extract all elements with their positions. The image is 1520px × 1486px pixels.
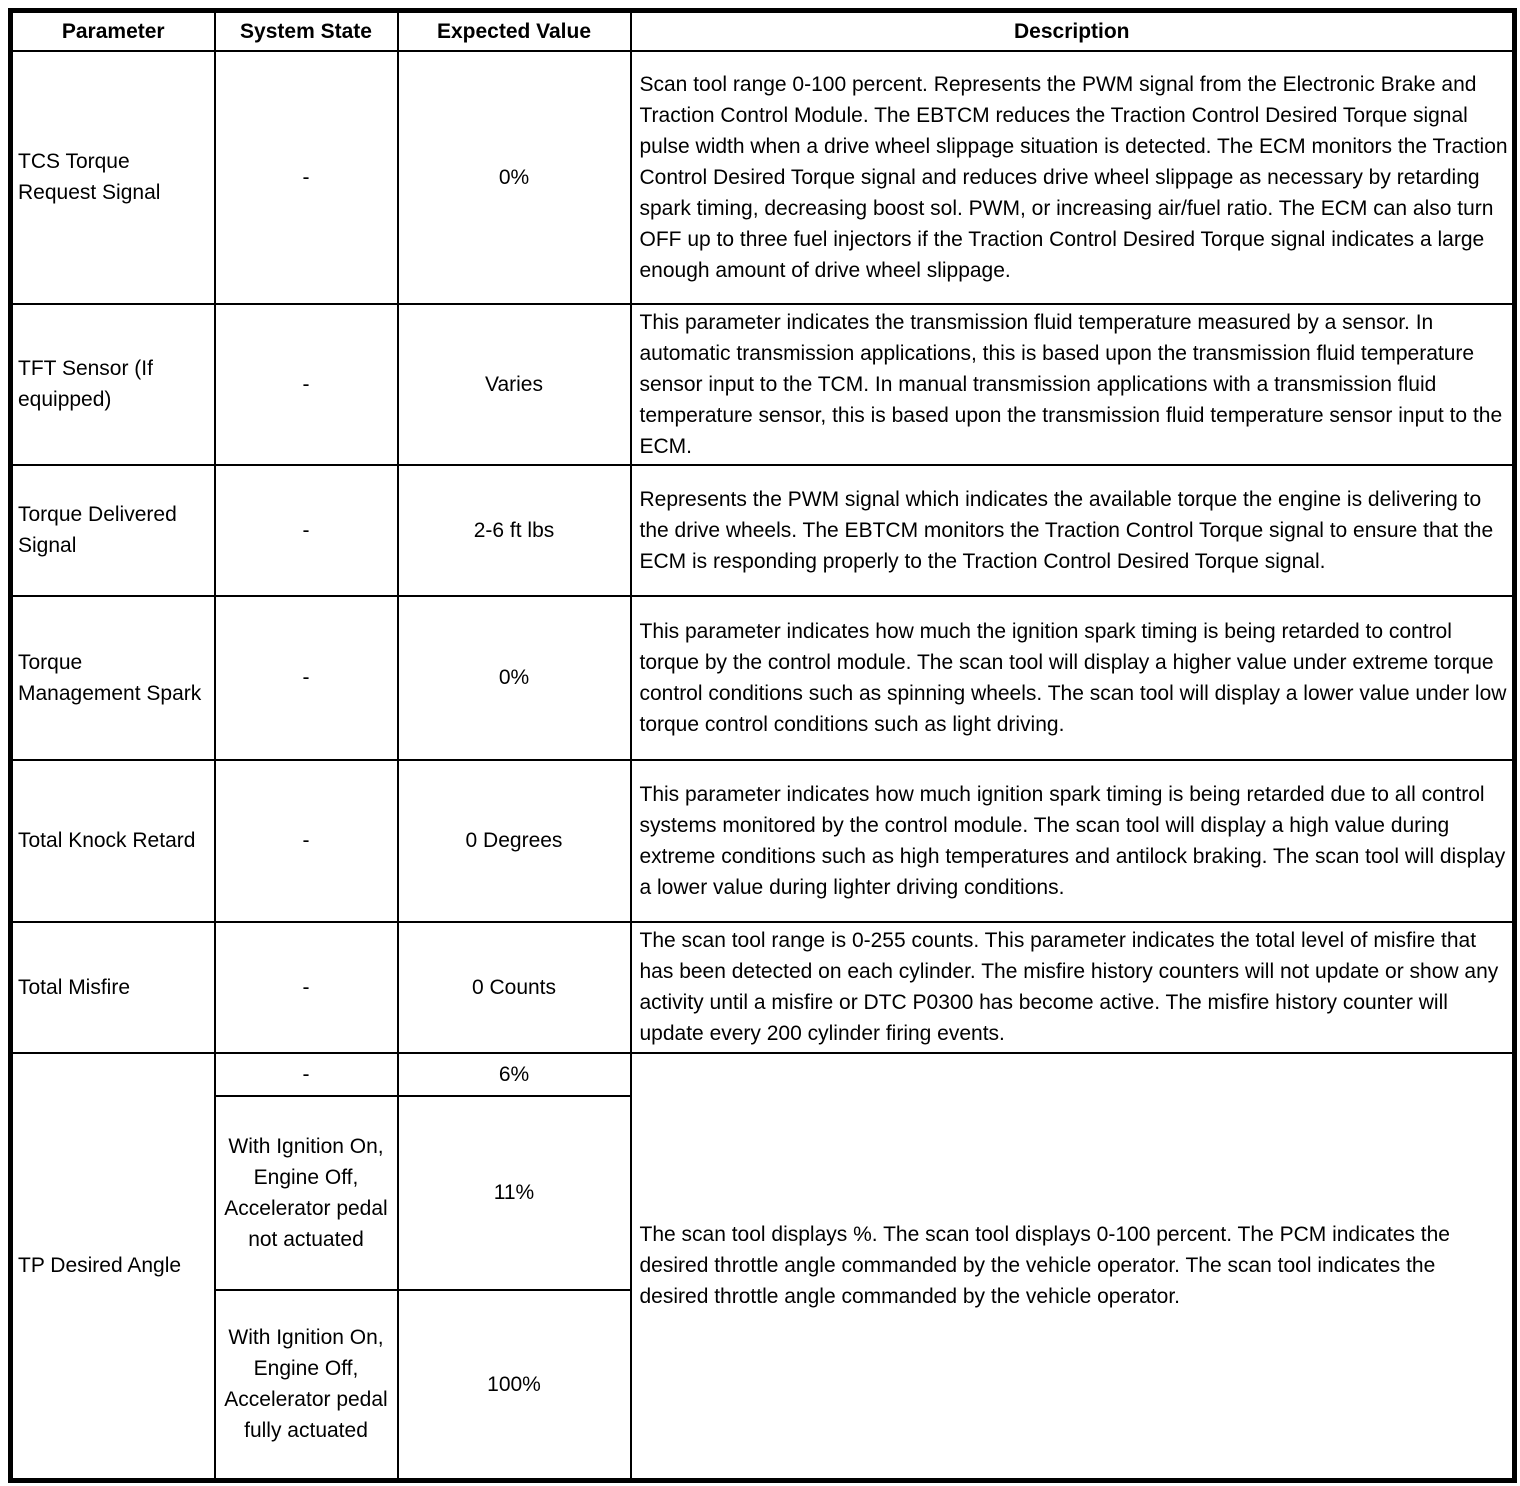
- parameter-cell: TFT Sensor (If equipped): [11, 304, 215, 465]
- description-cell: This parameter indicates how much the ignition spark timing is being retarded to control torque by the control module. The scan tool will display a higher value under extreme torque control conditions such as spinning wheels. The scan tool will display a lower value under low torque control conditions such as light driving.: [631, 596, 1515, 760]
- expected-value-cell: 2-6 ft lbs: [398, 465, 631, 596]
- system-state-cell: -: [215, 922, 398, 1053]
- table-row-torque-management-spark: [11, 596, 1515, 760]
- expected-value-cell: 100%: [398, 1290, 631, 1481]
- table-row-total-knock-retard: [11, 760, 1515, 922]
- expected-value-cell: 0%: [398, 596, 631, 760]
- parameter-cell: Total Misfire: [11, 922, 215, 1053]
- system-state-cell: -: [215, 304, 398, 465]
- expected-value-cell: 0 Counts: [398, 922, 631, 1053]
- parameter-cell: TCS Torque Request Signal: [11, 51, 215, 304]
- system-state-cell: -: [215, 760, 398, 922]
- expected-value-cell: 6%: [398, 1053, 631, 1096]
- column-header-expected-value: Expected Value: [398, 11, 631, 51]
- expected-value-cell: 0 Degrees: [398, 760, 631, 922]
- table-row-tft-sensor: [11, 304, 1515, 465]
- parameter-cell: Torque Delivered Signal: [11, 465, 215, 596]
- header-row: [11, 11, 1515, 51]
- system-state-cell: With Ignition On, Engine Off, Accelerator pedal not actuated: [215, 1096, 398, 1290]
- parameter-cell: Torque Management Spark: [11, 596, 215, 760]
- column-header-parameter: Parameter: [11, 11, 215, 51]
- table-row-torque-delivered-signal: [11, 465, 1515, 596]
- scan-tool-data-table: [8, 8, 1517, 1483]
- table-row-tp-desired-angle-sub-1: [11, 1053, 1515, 1096]
- expected-value-cell: Varies: [398, 304, 631, 465]
- system-state-cell: -: [215, 465, 398, 596]
- description-cell: This parameter indicates how much ignition spark timing is being retarded due to all control systems monitored by the control module. The scan tool will display a high value during extreme conditions such as high temperatures and antilock braking. The scan tool will display a lower value during lighter driving conditions.: [631, 760, 1515, 922]
- description-cell: The scan tool range is 0-255 counts. This parameter indicates the total level of misfire that has been detected on each cylinder. The misfire history counters will not update or show any activity until a misfire or DTC P0300 has become active. The misfire history counter will update every 200 cylinder firing events.: [631, 922, 1515, 1053]
- description-cell: This parameter indicates the transmission fluid temperature measured by a sensor. In automatic transmission applications, this is based upon the transmission fluid temperature sensor input to the TCM. In manual transmission applications with a transmission fluid temperature sensor, this is based upon the transmission fluid temperature sensor input to the ECM.: [631, 304, 1515, 465]
- description-cell: Represents the PWM signal which indicates the available torque the engine is delivering to the drive wheels. The EBTCM monitors the Traction Control Torque signal to ensure that the ECM is responding properly to the Traction Control Desired Torque signal.: [631, 465, 1515, 596]
- table-row-tcs-torque-request-signal: [11, 51, 1515, 304]
- system-state-cell: With Ignition On, Engine Off, Accelerator pedal fully actuated: [215, 1290, 398, 1481]
- system-state-cell: -: [215, 1053, 398, 1096]
- description-cell: Scan tool range 0-100 percent. Represents the PWM signal from the Electronic Brake and Traction Control Module. The EBTCM reduces the Traction Control Desired Torque signal pulse width when a drive wheel slippage situation is detected. The ECM monitors the Traction Control Desired Torque signal and reduces drive wheel slippage as necessary by retarding spark timing, decreasing boost sol. PWM, or increasing air/fuel ratio. The ECM can also turn OFF up to three fuel injectors if the Traction Control Desired Torque signal indicates a large enough amount of drive wheel slippage.: [631, 51, 1515, 304]
- expected-value-cell: 0%: [398, 51, 631, 304]
- column-header-system-state: System State: [215, 11, 398, 51]
- expected-value-cell: 11%: [398, 1096, 631, 1290]
- system-state-cell: -: [215, 51, 398, 304]
- parameter-cell: Total Knock Retard: [11, 760, 215, 922]
- parameter-cell: TP Desired Angle: [11, 1053, 215, 1481]
- table-row-total-misfire: [11, 922, 1515, 1053]
- description-cell: The scan tool displays %. The scan tool displays 0-100 percent. The PCM indicates the desired throttle angle commanded by the vehicle operator. The scan tool indicates the desired throttle angle commanded by the vehicle operator.: [631, 1053, 1515, 1481]
- system-state-cell: -: [215, 596, 398, 760]
- column-header-description: Description: [631, 11, 1515, 51]
